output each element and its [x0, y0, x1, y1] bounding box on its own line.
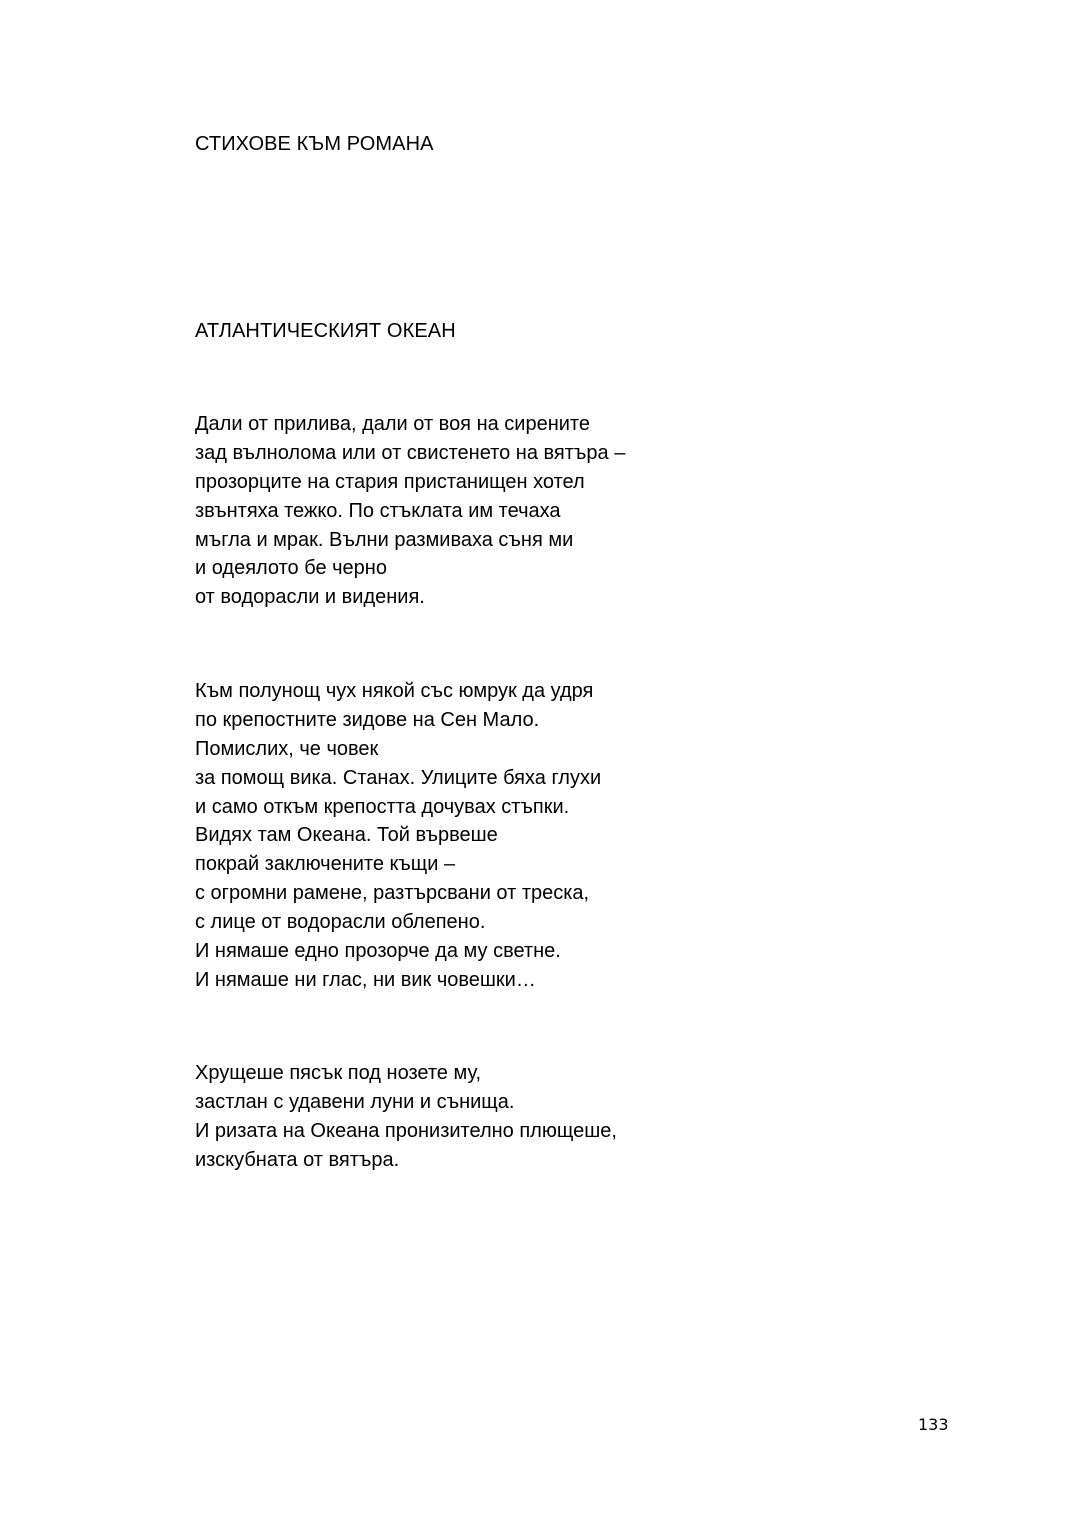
poem-line: зад вълнолома или от свистенето на вятъра – [195, 441, 626, 464]
poem-line: с лице от водорасли облепено. [195, 911, 486, 934]
poem-stanza-3 [195, 1059, 895, 1175]
poem-line: И нямаше едно прозорче да му светне. [195, 940, 561, 963]
poem-line: по крепостните зидове на Сен Мало. [195, 708, 540, 731]
poem-line: от водорасли и видения. [195, 586, 425, 609]
poem-line: изскубната от вятъра. [195, 1148, 400, 1171]
poem-line: Към полунощ чух някой със юмрук да удря [195, 680, 594, 702]
poem-line: застлан с удавени луни и сънища. [195, 1090, 515, 1113]
poem-title: АТЛАНТИЧЕСКИЯТ ОКЕАН [195, 320, 456, 342]
poem-line: и одеялото бе черно [195, 557, 387, 580]
poem-line: И ризата на Океана пронизително плющеше, [195, 1119, 617, 1142]
poem-line: Видях там Океана. Той вървеше [195, 824, 498, 847]
page-number: 133 [918, 1415, 949, 1434]
poem-line: за помощ вика. Станах. Улиците бяха глухи [195, 766, 602, 789]
poem-line: Дали от прилива, дали от воя на сирените [195, 413, 590, 435]
poem-line: покрай заключените къщи – [195, 853, 456, 876]
poem-line: Помислих, че човек [195, 737, 379, 760]
poem-line: Хрущеше пясък под нозете му, [195, 1062, 482, 1084]
section-title: СТИХОВЕ КЪМ РОМАНА [195, 133, 434, 155]
poem-line: мъгла и мрак. Вълни размиваха съня ми [195, 528, 574, 551]
poem-stanza-1 [195, 410, 895, 612]
poem-line: И нямаше ни глас, ни вик човешки… [195, 968, 536, 991]
poem-line: с огромни рамене, разтърсвани от треска, [195, 882, 590, 905]
poem-line: прозорците на стария пристанищен хотел [195, 470, 585, 493]
poem-line: звънтяха тежко. По стъклата им течаха [195, 499, 561, 522]
poem-line: и само откъм крепостта дочувах стъпки. [195, 795, 570, 818]
poem-stanza-2 [195, 677, 895, 995]
